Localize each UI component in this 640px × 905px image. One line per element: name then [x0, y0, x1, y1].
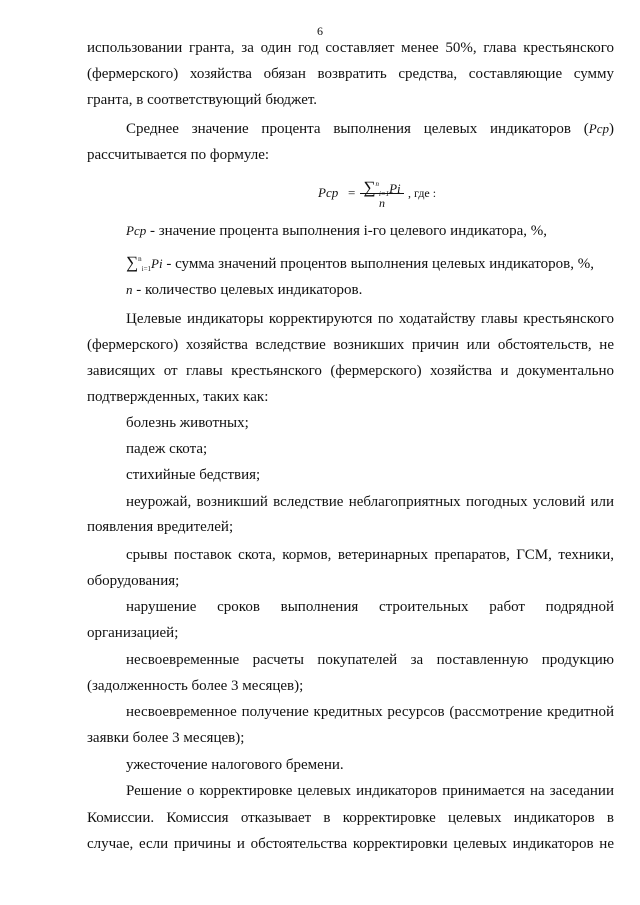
list-item-continuation: появления вредителей;	[87, 519, 234, 535]
list-item: срывы поставок скота, кормов, ветеринарных препаратов, ГСМ, техники,	[126, 547, 614, 563]
sum-sign: ∑	[363, 178, 376, 197]
paragraph-line: подтвержденных, таких как:	[87, 389, 269, 405]
variable-bracket-close: )	[609, 121, 614, 137]
list-item: падеж скота;	[126, 441, 208, 457]
legend-line	[126, 250, 594, 278]
legend-text: - значение процента выполнения i-го целевого индикатора, %,	[146, 223, 547, 239]
legend-symbol: Pi	[151, 256, 163, 271]
paragraph-line: Целевые индикаторы корректируются по ходатайству главы крестьянского	[126, 311, 614, 327]
legend-text: - сумма значений процентов выполнения целевых индикаторов, %,	[162, 256, 594, 272]
list-item-continuation: (задолженность более 3 месяцев);	[87, 678, 304, 694]
paragraph-line: зависящих от главы крестьянского (фермерского) хозяйства и документально	[87, 363, 614, 379]
variable-pcp: Pcp	[588, 121, 609, 136]
list-item: несвоевременное получение кредитных ресурсов (рассмотрение кредитной	[126, 704, 614, 720]
list-item: несвоевременные расчеты покупателей за поставленную продукцию	[126, 652, 614, 668]
paragraph-line: гранта, в соответствующий бюджет.	[87, 92, 318, 108]
list-item: стихийные бедствия;	[126, 467, 261, 483]
sum-lower: i=1	[141, 265, 152, 273]
paragraph-line: Решение о корректировке целевых индикаторов принимается на заседании	[126, 783, 614, 799]
legend-symbol: Pcp	[126, 223, 147, 238]
list-item-continuation: заявки более 3 месяцев);	[87, 730, 245, 746]
formula-fraction	[360, 176, 404, 211]
formula-numerator	[360, 176, 404, 198]
list-item: ужесточение налогового бремени.	[126, 757, 344, 773]
paragraph-line	[126, 120, 614, 138]
sum-term: Pi	[389, 181, 401, 196]
legend-text: - количество целевых индикаторов.	[132, 282, 363, 298]
formula-lhs: Pcp	[318, 185, 339, 200]
formula-equals: =	[348, 185, 356, 200]
paragraph-line: использовании гранта, за один год составляет менее 50%, глава крестьянского	[87, 40, 614, 56]
variable-bracket-open: (	[583, 121, 589, 137]
legend-line	[126, 222, 547, 240]
list-item: болезнь животных;	[126, 415, 249, 431]
paragraph-line: Комиссии. Комиссия отказывает в корректировке целевых индикаторов в	[87, 810, 614, 826]
paragraph-line: рассчитывается по формуле:	[87, 147, 270, 163]
paragraph-line: (фермерского) хозяйства обязан возвратить средства, составляющие сумму	[87, 66, 614, 82]
paragraph-line: (фермерского) хозяйства вследствие возникших причин или обстоятельств, не	[87, 337, 614, 353]
sum-upper: n	[138, 255, 142, 263]
formula-denominator: n	[379, 196, 385, 210]
list-item: нарушение сроков выполнения строительных работ подрядной	[126, 599, 614, 615]
legend-symbol: n	[126, 282, 133, 297]
formula-tail: , где :	[408, 186, 437, 200]
list-item-continuation: организацией;	[87, 625, 179, 641]
page-number: 6	[317, 24, 323, 38]
paragraph-text: Среднее значение процента выполнения целевых индикаторов	[126, 121, 571, 137]
list-item: неурожай, возникший вследствие неблагоприятных погодных условий или	[126, 494, 614, 510]
sum-lower: i=1	[378, 190, 390, 198]
legend-line	[126, 281, 362, 299]
sum-sign: ∑	[126, 253, 139, 272]
list-item-continuation: оборудования;	[87, 573, 180, 589]
sum-upper: n	[375, 180, 379, 188]
paragraph-line: случае, если причины и обстоятельства корректировки целевых индикаторов не	[87, 836, 614, 852]
